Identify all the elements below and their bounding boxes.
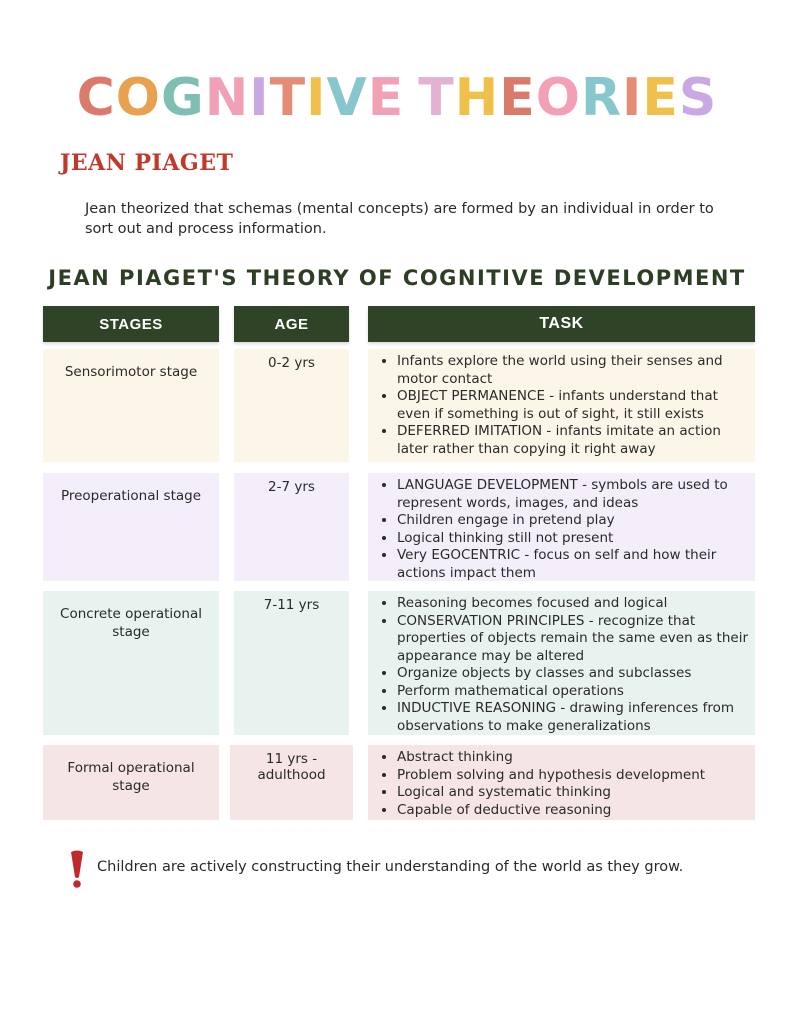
row-3-tasks [368, 591, 755, 735]
task-item: • Problem solving and hypothesis development [397, 767, 749, 785]
title-letter: E [499, 68, 536, 128]
row-1-age: 0-2 yrs [234, 349, 349, 462]
header-stages: STAGES [43, 306, 219, 342]
title-letter: V [326, 68, 368, 128]
title-letter: I [249, 68, 270, 128]
task-item: • Abstract thinking [397, 749, 749, 767]
row-2-age: 2-7 yrs [234, 473, 349, 581]
task-item: • DEFERRED IMITATION - infants imitate an action later rather than copying it right away [397, 423, 749, 458]
task-item: • Capable of deductive reasoning [397, 802, 749, 820]
title-letter: H [454, 68, 500, 128]
task-item: • INDUCTIVE REASONING - drawing inferences from observations to make generalizations [397, 700, 749, 735]
title-letter: G [161, 68, 205, 128]
task-item: • Infants explore the world using their senses and motor contact [397, 353, 749, 388]
task-item: • LANGUAGE DEVELOPMENT - symbols are used to represent words, images, and ideas [397, 477, 749, 512]
row-3-age: 7-11 yrs [234, 591, 349, 735]
row-2-tasks [368, 473, 755, 581]
title-letter: T [418, 68, 455, 128]
task-item: • Organize objects by classes and subclasses [397, 665, 749, 683]
title-letter: T [269, 68, 307, 128]
note-text: Children are actively constructing their understanding of the world as they grow. [97, 859, 684, 875]
table-heading: JEAN PIAGET'S THEORY OF COGNITIVE DEVELOPMENT [48, 266, 746, 290]
task-item: • Very EGOCENTRIC - focus on self and how their actions impact them [397, 547, 749, 582]
task-item: • Logical thinking still not present [397, 530, 749, 548]
task-item: • CONSERVATION PRINCIPLES - recognize that properties of objects remain the same even as their appearance may be altered [397, 613, 749, 666]
title-letter: E [642, 68, 679, 128]
task-item: • Perform mathematical operations [397, 683, 749, 701]
title-letter: I [306, 68, 327, 128]
exclamation-icon [66, 850, 88, 890]
title-letter: S [678, 68, 718, 128]
row-3-stage: Concrete operational stage [43, 591, 219, 735]
row-4-tasks [368, 745, 755, 820]
page-title [0, 68, 794, 128]
title-letter: N [204, 68, 250, 128]
title-letter: R [580, 68, 623, 128]
title-letter: O [535, 68, 581, 128]
header-age: AGE [234, 306, 349, 342]
task-item: • Reasoning becomes focused and logical [397, 595, 749, 613]
row-1-stage: Sensorimotor stage [43, 349, 219, 462]
header-task: TASK [368, 306, 755, 342]
task-item: • Logical and systematic thinking [397, 784, 749, 802]
intro-paragraph: Jean theorized that schemas (mental concepts) are formed by an individual in order to sort out and process information. [85, 201, 714, 237]
title-letter: I [622, 68, 643, 128]
title-letter: O [115, 68, 162, 128]
title-letter [404, 68, 418, 128]
row-4-age: 11 yrs - adulthood [230, 745, 353, 820]
section-subtitle: JEAN PIAGET [60, 150, 234, 176]
title-letter: C [76, 68, 116, 128]
row-4-stage: Formal operational stage [43, 745, 219, 820]
row-1-tasks [368, 349, 755, 462]
task-item: • Children engage in pretend play [397, 512, 749, 530]
row-2-stage: Preoperational stage [43, 473, 219, 581]
title-letter: E [367, 68, 405, 128]
task-item: • OBJECT PERMANENCE - infants understand that even if something is out of sight, it still exists [397, 388, 749, 423]
